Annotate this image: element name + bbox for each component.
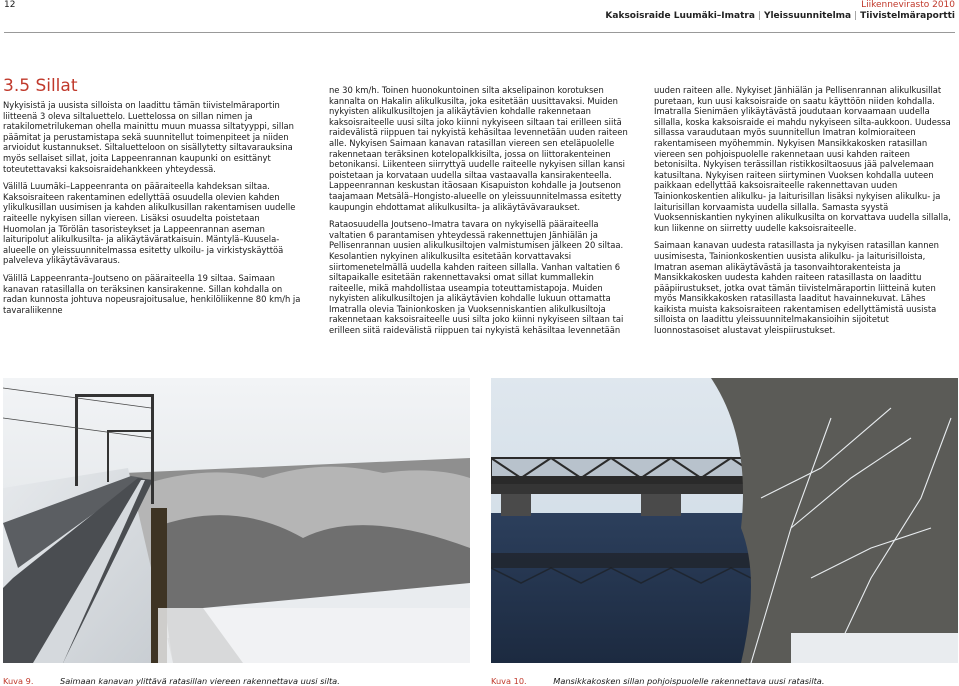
paragraph: Saimaan kanavan uudesta ratasillasta ja nykyisen ratasillan kannen uusimisesta, Tainionkoskentien uusista alikulku- ja laiturisilloista, Imatran aseman alikäytävästä ja tasonvaihtorakenteista ja Mansikkakosken uudesta kahden raiteen ratasillasta on laadittu pääpiirustukset, jotka ovat tämän tiivistelmäraportin liitteinä kuten myös Mansikkakosken ratasillasta laaditut havainnekuvat. Lähes kaikista muista kaksoisraiteen rakentamisen edellyttämistä uusista silloista on laadittu yleissuunnitelmakansioihin sijoitetut luonnostasoiset alustavat yleispiirustukset.	[654, 240, 939, 336]
railway-bridge-photo	[3, 378, 470, 663]
header-divider	[4, 32, 955, 33]
figure-caption-9	[3, 676, 340, 686]
figure-caption-10	[491, 676, 824, 686]
section-title: 3.5 Sillat	[3, 76, 78, 96]
crumb-plan: Yleissuunnitelma	[763, 11, 852, 21]
breadcrumb: Kaksoisraide Luumäki–Imatra | Yleissuunnitelma | Tiivistelmäraportti	[605, 11, 955, 21]
running-header	[605, 0, 955, 22]
truss-bridge-photo	[491, 378, 958, 663]
caption-number: Kuva 9.	[3, 676, 34, 686]
crumb-project: Kaksoisraide Luumäki–Imatra	[605, 11, 755, 21]
paragraph: uuden raiteen alle. Nykyiset Jänhiälän ja Pellisenrannan alikulkusillat puretaan, kun uusi kaksoisraide on saatu käyttöön niiden kohdalla. Imatralla Sienimäen ylikäytävästä joudutaan korvaamaan uudella sillalla, koska kaksoisraide ei mahdu nykyiseen silta-aukkoon. Uudessa sillassa varaudutaan myös suunnitellun Imatran kolmioraiteen rakentamiseen myöhemmin. Nykyisen Mansikkakosken ratasillan viereen sen pohjoispuolelle rakennetaan uusi kahden raiteen betonisilta. Nykyisen terässillan ristikkosiltaosuus jää palvelemaan katusiltana. Nykyisen raiteen siirtyminen Vuoksen kohdalla uuteen paikkaan edellyttää kaksoisraiteelle rakennettavan uuden Tainionkoskentien alikulku- ja laiturisillan lisäksi nykyisen alikulku- ja laiturisillan korvaamista uudella sillalla. Samasta syystä Vuoksenniskantien nykyinen alikulkusilta on korvattava uudella sillalla, kun liikenne on siirretty uudelle kaksoisraiteelle.	[654, 85, 951, 233]
paragraph: Nykyisistä ja uusista silloista on laadittu tämän tiivistelmäraportin liitteenä 3 oleva siltaluettelo. Luettelossa on sillan nimen ja ratakilometrilukeman ohella mainittu muun muassa siltatyyppi, sillan päämitat ja perustamistapa sekä suunnitellut toimenpiteet ja niiden arvioidut kustannukset. Siltaluetteloon on sisällytetty siltavarauksina myös sellaiset sillat, joita Lappeenrannan kaupunki on esittänyt toteutettavaksi kaksoisraidehankkeen yhteydessä.	[3, 100, 294, 174]
caption-text: Saimaan kanavan ylittävä ratasillan viereen rakennettava uusi silta.	[60, 676, 340, 686]
paragraph: Välillä Luumäki–Lappeenranta on pääraiteella kahdeksan siltaa. Kaksoisraiteen rakentaminen edellyttää osuudella olevien kahden ylikulkusillan uusimisen ja kahden alikulkusillan rakentamisen uudelle raiteelle nykyisen sillan viereen. Lisäksi osuudelta poistetaan Huomolan ja Törölän tasoristeykset ja Lappeenrannan aseman laituripolut alikulkusilta- ja alikäytäväratkaisuin. Mäntylä–Kuusela-alueelle on yleissuunnitelmassa esitetty ulkoilu- ja virkistyskäyttöä palveleva ylikäytävävaraus.	[3, 181, 296, 266]
paragraph: Rataosuudella Joutseno–Imatra tavara on nykyisellä pääraiteella valtatien 6 parantamisen yhteydessä rakennettujen Jänhiälän ja Pellisenrannan uusien alikulkusiltojen valmistumisen jälkeen 20 siltaa. Kesolantien nykyinen alikulkusilta esitetään korvattavaksi siirtomenetelmällä uudella kahden raiteen sillalla. Vanhan valtatien 6 siltapaikalle esitetään rakennettavaksi omat sillat kummallekin raiteelle, mikä mahdollistaa useampia toteuttamistapoja. Muiden nykyisten alikulkusiltojen ja alikäytävien kohdalle lukuun ottamatta Imatralla olevia Tainionkosken ja Vuoksenniskantien alikulkusiltoja rakennetaan kaksoisraiteelle uusi silta joko kiinni nykyiseen siltaan tai erilleen siitä raidevälistä riippuen tai nykyistä kehäsiltaa levennetään	[329, 219, 624, 336]
paragraph: ne 30 km/h. Toinen huonokuntoinen silta akselipainon korotuksen kannalta on Hakalin alikulkusilta, joka esitetään uusittavaksi. Muiden nykyisten alikulkusiltojen ja alikäytävien kohdalle rakennetaan kaksoisraiteelle uusi silta joko kiinni nykyiseen siltaan tai erilleen siitä raidevälistä riippuen tai nykyistä kehäsiltaa levennetään uuden raiteen alle. Nykyisen Saimaan kanavan ratasillan viereen sen eteläpuolelle rakennetaan teräksinen kotelopalkkisilta, jossa on liittorakenteinen betonikansi. Liikenteen siirryttyä uudelle raiteelle nykyisen sillan kansi poistetaan ja korvataan uudella siltaa vastaavalla kansirakenteella. Lappeenrannan keskustan itäosaan Kisapuiston kohdalle ja Joutsenon taajamaan Metsälä–Hongisto-alueelle on yleissuunnitelmassa esitetty kaupungin ehdottamat alikulkusilta- ja alikäytävävaraukset.	[329, 85, 628, 212]
paragraph: Välillä Lappeenranta–Joutseno on pääraiteella 19 siltaa. Saimaan kanavan ratasillalla on teräksinen kansirakenne. Sillan kohdalla on radan kunnosta johtuva nopeusrajoitusalue, henkilöliikenne 80 km/h ja tavaraliikenne	[3, 272, 301, 315]
caption-text: Mansikkakosken sillan pohjoispuolelle rakennettava uusi ratasilta.	[553, 676, 825, 686]
text-column-2	[329, 85, 632, 343]
crumb-report: Tiivistelmäraportti	[860, 11, 955, 21]
caption-number: Kuva 10.	[491, 676, 527, 686]
text-column-1	[3, 100, 303, 322]
page-number: 12	[4, 0, 16, 10]
publication-name: Liikennevirasto 2010	[861, 0, 955, 10]
text-column-3	[654, 85, 956, 343]
